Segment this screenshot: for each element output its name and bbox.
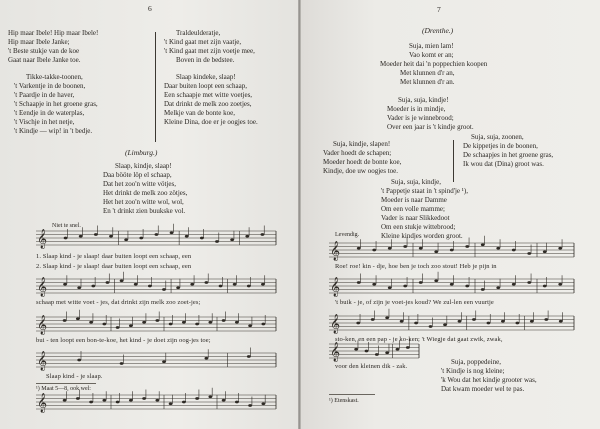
treble-clef-icon: 𝄞 [330,314,341,334]
treble-clef-icon: 𝄞 [37,229,48,249]
verse-line: 't Vischje in het netje, [14,118,75,126]
note-head [481,288,485,291]
note-head [419,281,423,284]
music-lyric: sto-ken, en een pap - je ko-ken; 't Wiegje dat gaat zwik, zwak, [335,336,503,343]
footnote-rule [36,383,96,384]
note-head [481,243,485,246]
note-head [102,399,106,402]
note-head [512,249,516,252]
note-head [91,285,95,288]
verse-line: 't Beste stukje van de koe [8,47,80,55]
note-head [89,321,93,324]
note-head [465,245,469,248]
verse-line: Het het zoo'n witte wol, wol, [103,198,184,206]
verse-line: Suja, suja, kindje! [398,96,449,104]
note-head [129,324,133,327]
verse-line: Suja, suja, zoonen, [471,133,524,141]
verse-line: Tikke-takke-toonen, [26,73,83,81]
note-head [512,283,516,286]
verse-line: De schaapjes in het groene gras, [463,151,554,159]
note-head [450,283,454,286]
note-head [190,283,194,286]
note-head [205,357,209,360]
note-head [182,401,186,404]
column-divider [453,140,454,182]
note-head [208,321,212,324]
note-head [169,323,173,326]
verse-line: Om een volle mamme; [381,205,445,213]
note-head [443,323,447,326]
note-head [487,322,491,325]
note-head [465,285,469,288]
note-head [142,397,146,400]
note-head [162,288,166,291]
note-head [501,320,505,323]
note-head [434,279,438,282]
note-head [543,285,547,288]
verse-line: Met klunnen d'r an. [400,78,455,86]
verse-line: Suja, poppedeine, [451,358,501,366]
note-head [195,323,199,326]
verse-line: Boven in de bedstee. [176,56,235,64]
note-head [558,283,562,286]
music-lyric: 't buik - je, of zijn je voet-jes koud? We zul-len een vuurtje [335,299,494,306]
verse-line: 't Pappetje staat in 't spind'je ¹), [381,187,468,195]
note-head [371,318,375,321]
verse-line: En 't drinkt zien buukske vol. [103,207,186,215]
note-head [396,348,400,351]
note-head [261,402,265,405]
note-head [215,240,219,243]
note-head [434,250,438,253]
treble-clef-icon: 𝄞 [37,393,48,413]
music-staff [329,243,574,259]
verse-line: Kindje, doe uw oogjes toe. [323,167,399,175]
verse-line: Dat kwam moeder wel te pas. [441,385,525,393]
note-head [76,397,80,400]
music-lyric: Roe! roe! kin - dje, hoe ben je toch zoo stout! Heb je pijn in [335,263,497,270]
music-lyric: 1. Slaap kind - je slaap! daar buiten loopt een schaap, een [36,253,192,260]
music-lyric: Slaap kind - je slaap. [46,373,103,380]
section-heading: (Limburg.) [125,148,158,157]
verse-line: Kleine Dina, doe er je oogjes toe. [164,118,258,126]
treble-clef-icon: 𝄞 [37,315,48,335]
note-head [94,233,98,236]
verse-line: Daa bööte löp el schaap, [103,171,172,179]
note-head [63,283,67,286]
note-head [222,319,226,322]
note-head [544,318,548,321]
note-head [385,316,389,319]
note-head [219,285,223,288]
page-number-right: 7 [437,5,441,14]
verse-line: Om een stukje wittebrood; [381,223,456,231]
footnote: ¹) Maat 5—8, ook wel: [36,386,91,392]
note-head [429,325,433,328]
note-head [235,321,239,324]
note-head [559,320,563,323]
verse-line: Moeder is in mindje, [387,105,446,113]
note-head [245,235,249,238]
right-page [301,0,600,429]
note-head [543,250,547,253]
note-head [558,247,562,250]
footnote: ¹) Etenskast. [329,398,359,404]
verse-line: Traldeulderatje, [176,29,221,37]
note-head [458,320,462,323]
verse-line: 't Kind gaat met zijn voetje mee, [164,47,255,55]
note-head [357,247,361,250]
music-lyric: 2. Slaap kind - je slaap! daar buiten loopt een schaap, een [36,263,192,270]
verse-line: Suja, mien lam! [409,42,454,50]
note-head [261,283,265,286]
treble-clef-icon: 𝄞 [37,277,48,297]
note-head [63,319,67,322]
music-lyric: schaap met witte voet - jes, dat drinkt zijn melk zoo zoet-jes; [36,299,201,306]
note-head [185,235,189,238]
music-staff [36,353,276,369]
treble-clef-icon: 𝄞 [37,351,48,371]
verse-line: Vader hoedt de schapen; [323,149,392,157]
note-head [77,286,81,289]
note-head [372,283,376,286]
note-head [170,231,174,234]
note-head [222,399,226,402]
note-head [120,279,124,282]
note-head [419,247,423,250]
verse-line: Een schaapje met witte voetjes, [164,91,253,99]
verse-line: Vader is naar Slikkedoot [381,214,450,222]
note-head [169,402,173,405]
verse-line: De kippetjes in de boonen, [463,142,538,150]
music-staff [329,316,574,332]
note-head [365,350,369,353]
verse-line: Kleine kindjes worden groot. [381,232,463,240]
verse-line: 't Paardje in de haver, [14,91,75,99]
note-head [63,399,67,402]
note-head [261,233,265,236]
music-lyric: voor den kleinen dik - zak. [335,363,408,370]
verse-line: Suja, suja, kindje, [391,178,441,186]
verse-line: Moeder hoedt de bonte koe, [323,158,402,166]
note-head [208,395,212,398]
verse-line: Melkje van de bonte koe, [164,109,235,117]
treble-clef-icon: 𝄞 [330,342,341,362]
note-head [247,355,251,358]
note-head [403,285,407,288]
verse-line: Hip maar Ibele! Hip maar Ibele! [8,29,99,37]
verse-line: 't Eendje in de waterplas, [14,109,85,117]
note-head [76,317,80,320]
note-head [375,353,379,356]
verse-line: Gaat naar Ibele Janke toe. [8,56,81,64]
note-head [248,404,252,407]
verse-line: Moeder is naar Damme [381,196,447,204]
note-head [182,321,186,324]
note-head [230,238,234,241]
music-lyric: bui - ten loopt een bon-te-koe, het kind - je doet zijn oog-jes toe; [36,337,211,344]
section-heading: (Drenthe.) [422,26,454,35]
note-head [354,348,358,351]
note-head [527,252,531,255]
note-head [124,238,128,241]
note-head [64,237,68,240]
tempo-marking: Levendig. [335,232,360,238]
note-head [155,319,159,322]
note-head [248,324,252,327]
note-head [134,283,138,286]
note-head [515,322,519,325]
verse-line: Suja, kindje, slapen! [333,140,391,148]
treble-clef-icon: 𝄞 [330,241,341,261]
note-head [102,323,106,326]
verse-line: 't Kind gaat met zijn vaatje, [164,38,242,46]
note-head [372,249,376,252]
note-head [235,401,239,404]
verse-line: Vader is je winnebrood; [387,114,454,122]
note-head [205,281,209,284]
note-head [233,283,237,286]
note-head [79,235,83,238]
note-head [450,249,454,252]
note-head [142,321,146,324]
note-head [195,397,199,400]
note-head [116,326,120,329]
note-head [176,286,180,289]
verse-line: Vao komt er an; [409,51,454,59]
note-head [247,285,251,288]
verse-line: 't Varkentje in de boonen, [14,82,86,90]
verse-line: 't Schaapje in het groene gras, [14,100,98,108]
verse-line: 't Kindje is nog kleine; [441,367,505,375]
note-head [162,360,166,363]
note-head [357,281,361,284]
note-head [261,323,265,326]
music-staff [329,344,419,360]
note-head [406,346,410,349]
verse-line: 'k Wou dat het kindje grooter was, [441,376,537,384]
note-head [116,401,120,404]
note-head [388,286,392,289]
note-head [139,237,143,240]
verse-line: Dat het zoo'n witte vötjes, [103,180,176,188]
verse-line: Dat drinkt de melk zoo zoetjes, [164,100,252,108]
treble-clef-icon: 𝄞 [330,277,341,297]
note-head [77,359,81,362]
note-head [388,247,392,250]
music-staff [36,279,276,295]
note-head [356,322,360,325]
music-staff [329,279,574,295]
note-head [129,399,133,402]
note-head [496,247,500,250]
verse-line: Het drinkt de melk zoo zötjes, [103,189,188,197]
left-page [0,0,298,429]
note-head [120,362,124,365]
note-head [148,285,152,288]
verse-line: Over een jaar is 't kindje groot. [387,123,474,131]
note-head [527,281,531,284]
verse-line: Hip maar Ibele Janke; [8,38,70,46]
footnote-staff [36,395,276,411]
note-head [472,318,476,321]
note-head [496,286,500,289]
note-head [400,320,404,323]
note-head [385,351,389,354]
verse-line: Ik wou dat (Dina) groot was. [463,160,544,168]
note-head [109,235,113,238]
verse-line: Met klunnen d'r an, [400,69,455,77]
note-head [200,237,204,240]
note-head [89,401,93,404]
verse-line: 't Kindje — wip! in 't bedje. [14,127,93,135]
tempo-marking: Niet te snel. [52,223,81,229]
verse-line: Slaap kindeke, slaap! [176,73,236,81]
note-head [530,320,534,323]
verse-line: Daar buiten loopt een schaap, [164,82,247,90]
music-staff [36,231,276,247]
note-head [106,281,110,284]
verse-line: Slaap, kindje, slaap! [115,162,172,170]
footnote-rule [329,394,375,395]
verse-line: Moeder heit dai 'n poppechien koopen [380,60,488,68]
note-head [403,245,407,248]
note-head [155,233,159,236]
note-head [155,399,159,402]
note-head [414,322,418,325]
music-staff [36,317,276,333]
page-number-left: 6 [148,4,152,13]
column-divider [155,32,156,142]
